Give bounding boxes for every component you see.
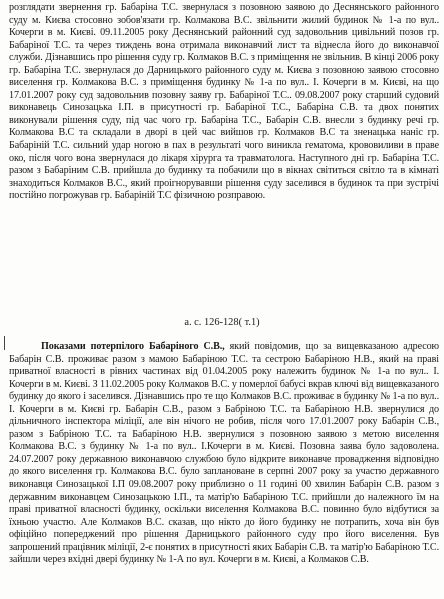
paragraph-bottom-text <box>9 341 439 567</box>
paragraph-bottom <box>9 341 439 567</box>
paragraph-top-text: розглядати звернення гр. Бабаріна Т.С. звернулася з позовною заявою до Деснянського районного суду м. Києва стосовно зобов'язати гр. Колмакова В.С. звільнити жилий будинок № 1-а по вул.. Кочерги в м. Києві. 09.11.2005 року Деснянський районний суд задовольнив цивільний позов гр. Бабаріної Т.С. та через тиждень вона отримала виконавчий лист та віднесла його до виконавчої служби. Дізнавшись про рішення суду гр. Колмаков В.С. з приміщення не звільнив. В кінці 2006 року гр. Бабаріна Т.С. звернулася до Дарницького районного суду м. Києва з позовною заявою стосовно виселення гр. Колмакова В.С. з приміщення будинку № 1-а по вул.. І. Кочерги в м. Києві, на що 17.01.2007 року суд задовольнив позовну заяву гр. Бабаріної Т.С.. 09.08.2007 року старший судовий виконавець Синозацька І.П. в присутності гр. Бабаріної Т.С., Бабаріна С.В. та двох понятих виконували рішення суду, під час чого гр. Бабаріна Т.С., Бабарін С.В. внесли з будинку речі гр. Колмакова В.С та складали в дворі в цей час вийшов гр. Колмаков В.С та зненацька наніс гр. Бабаріній Т.С. сильний удар ногою в пах в результаті чого виникла гематома, крововиливи в праве око, після чого вона звернулася до лікаря хірурга та травматолога. Наступного дні гр. Бабаріна Т.С. разом з Бабаріним С.В. прийшла до будинку та побачили що в вікнах світиться світло та в кімнаті знаходиться Колмаков В.С., який проігнорувавши рішення суду заселився в будинок та при зустрічі постійно погрожував гр. Бабаріній Т.С фізичною розправою. <box>9 2 439 202</box>
paragraph-top <box>9 2 439 203</box>
paragraph-bottom-rest: який повідомив, що за вищевказаною адресою Бабарін С.В. проживає разом з мамою Бабаріною Т.С. та сестрою Бабаріною Н.В., який на праві приватної власності в рівних частинах від 01.04.2005 року належить будинок № 1-а по вул.. І. Кочерги в м. Києві. З 11.02.2005 року Колмаков В.С. у померлої бабусі вкрав ключі від вищевказаного будинку до якого і заселився. Дізнавшись про те що Колмаков В.С. проживає в будинку № 1-а по вул.. І. Кочерги в м. Києві гр. Бабарін С.В., разом з Бабріною Т.С. та Бабаріною Н.В. звернулися до дільничного інспектора міліції, але він нічого не робив, після чого 17.01.2007 року Бабарін С.В., разом з Бабріною Т.С. та Бабаріною Н.В. звернулися з позовною заявою з метою виселення Колмакова В.С. з будинку № 1-а по вул.. І.Кочерги в м. Києві. Позовна заява було задоволена. 24.07.2007 року державною виконавчою службою було відкрите виконавче провадження відповідно до якого виселення гр. Колмакова В.С. було заплановане в серпні 2007 року за участю державного виконавця Синозацької І.П 09.08.2007 року приблизно о 11 годині 00 хвилин Бабарін С.В. разом з державним виконавцем Синозацькою І.П., та матір'ю Бабаріною Т.С. прийшли до належного їм на праві приватної власності будинку, оскільки виселення Колмакова В.С. повинно було відбутися за їхньою участю. Але Колмаков В.С. сказав, що нікто до його будинку не потрапить, хоча він був офіційно попереджений про рішення Дарницького районного суду про його виселення. Був запрошений працівник міліції, 2-є понятих в присутності яких Бабарін С.В. та матір'ю Бабаріною Т.С. зайшли через вхідні двері будинку № 1-А по вул. Кочерги в м. Києві, а Колмаков С.В. <box>9 341 439 566</box>
case-reference: а. с. 126-128( т.1) <box>184 317 260 328</box>
paragraph-bottom-lead: Показами потерпілого Бабаріного С.В., <box>41 341 225 352</box>
